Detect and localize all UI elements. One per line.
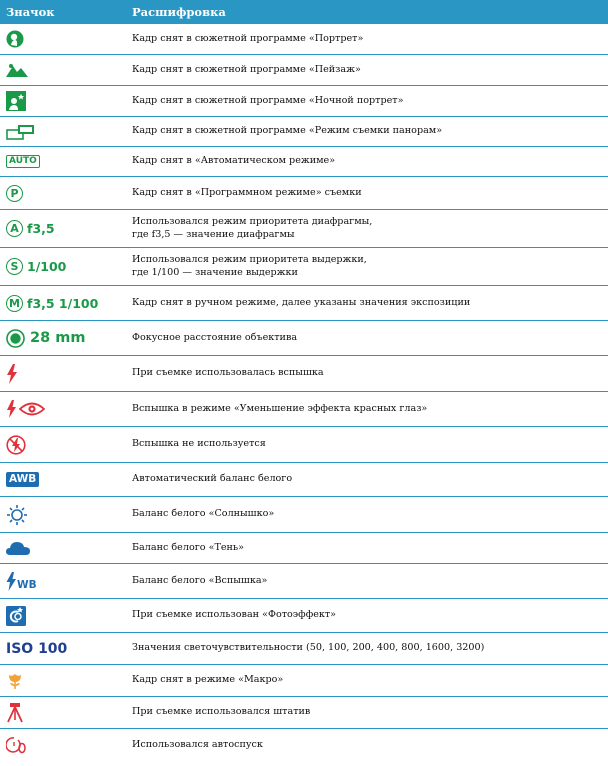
table-row <box>0 210 608 248</box>
table-row <box>0 463 608 497</box>
table-row <box>0 356 608 392</box>
flash-wb-icon: WB <box>6 572 37 591</box>
row-description: При съемке использован «Фотоэффект» <box>132 609 337 621</box>
row-description: Использовался режим приоритета диафрагмы, где f3,5 — значение диафрагмы <box>132 216 373 240</box>
row-description: Кадр снят в сюжетной программе «Пейзаж» <box>132 63 361 75</box>
row-description: Вспышка не используется <box>132 438 266 450</box>
row-description: Значения светочувствительности (50, 100, 200, 400, 800, 1600, 3200) <box>132 642 485 654</box>
table-row <box>0 697 608 729</box>
row-description: Баланс белого «Вспышка» <box>132 574 268 586</box>
exposure-value: f3,5 1/100 <box>27 295 99 311</box>
table-row <box>0 392 608 427</box>
cloud-icon <box>6 540 30 556</box>
photo-effect-icon <box>6 606 26 626</box>
macro-icon <box>6 672 24 690</box>
row-description: Баланс белого «Тень» <box>132 541 245 553</box>
table-row <box>0 86 608 117</box>
row-description: Кадр снят в сюжетной программе «Ночной портрет» <box>132 94 404 106</box>
row-description: Кадр снят в сюжетной программе «Портрет» <box>132 32 364 44</box>
row-description: Использовался режим приоритета выдержки, где 1/100 — значение выдержки <box>132 254 367 278</box>
table-row <box>0 497 608 533</box>
focal-length-icon <box>6 329 25 348</box>
table-row <box>0 633 608 665</box>
table-row <box>0 55 608 86</box>
table-header <box>0 0 608 24</box>
portrait-icon <box>6 30 24 48</box>
aperture-value: f3,5 <box>27 221 55 236</box>
focal-length-value: 28 mm <box>30 330 86 346</box>
self-timer-icon <box>6 735 28 755</box>
sun-icon <box>6 504 28 526</box>
table-row <box>0 321 608 356</box>
red-eye-flash-icon <box>6 399 46 419</box>
panorama-icon <box>6 124 36 140</box>
auto-icon: AUTO <box>6 155 40 168</box>
table-row <box>0 248 608 286</box>
table-row <box>0 599 608 633</box>
row-description: Использовался автоспуск <box>132 738 263 750</box>
row-description: Кадр снят в режиме «Макро» <box>132 674 284 686</box>
row-description: Вспышка в режиме «Уменьшение эффекта красных глаз» <box>132 402 428 414</box>
row-description: Кадр снят в ручном режиме, далее указаны значения экспозиции <box>132 296 471 308</box>
table-row <box>0 117 608 147</box>
row-description: Кадр снят в «Автоматическом режиме» <box>132 155 336 167</box>
tripod-icon <box>6 703 24 723</box>
night-portrait-icon <box>6 91 26 111</box>
awb-icon: AWB <box>6 472 39 487</box>
header-desc-column: Расшифровка <box>132 5 226 19</box>
table-row <box>0 24 608 55</box>
row-description: Кадр снят в «Программном режиме» съемки <box>132 186 362 198</box>
table-row <box>0 177 608 210</box>
shutter-priority-icon: S <box>6 258 23 275</box>
aperture-priority-icon: A <box>6 220 23 237</box>
row-description: Кадр снят в сюжетной программе «Режим съемки панорам» <box>132 125 443 137</box>
shutter-value: 1/100 <box>27 259 67 274</box>
table-row <box>0 729 608 761</box>
table-row <box>0 427 608 463</box>
row-description: Фокусное расстояние объектива <box>132 331 298 343</box>
flash-icon <box>6 364 18 384</box>
header-icon-column: Значок <box>6 5 55 19</box>
table-row <box>0 665 608 697</box>
table-row <box>0 147 608 177</box>
manual-mode-icon: M <box>6 295 23 312</box>
row-description: При съемке использовался штатив <box>132 706 311 718</box>
flash-off-icon <box>6 435 26 455</box>
row-description: Баланс белого «Солнышко» <box>132 508 275 520</box>
iso-icon: ISO 100 <box>6 640 68 657</box>
program-mode-icon: P <box>6 185 23 202</box>
landscape-icon <box>6 62 28 78</box>
table-row <box>0 286 608 321</box>
table-row <box>0 564 608 599</box>
row-description: При съемке использовалась вспышка <box>132 367 324 379</box>
table-row <box>0 533 608 564</box>
row-description: Автоматический баланс белого <box>132 473 293 485</box>
